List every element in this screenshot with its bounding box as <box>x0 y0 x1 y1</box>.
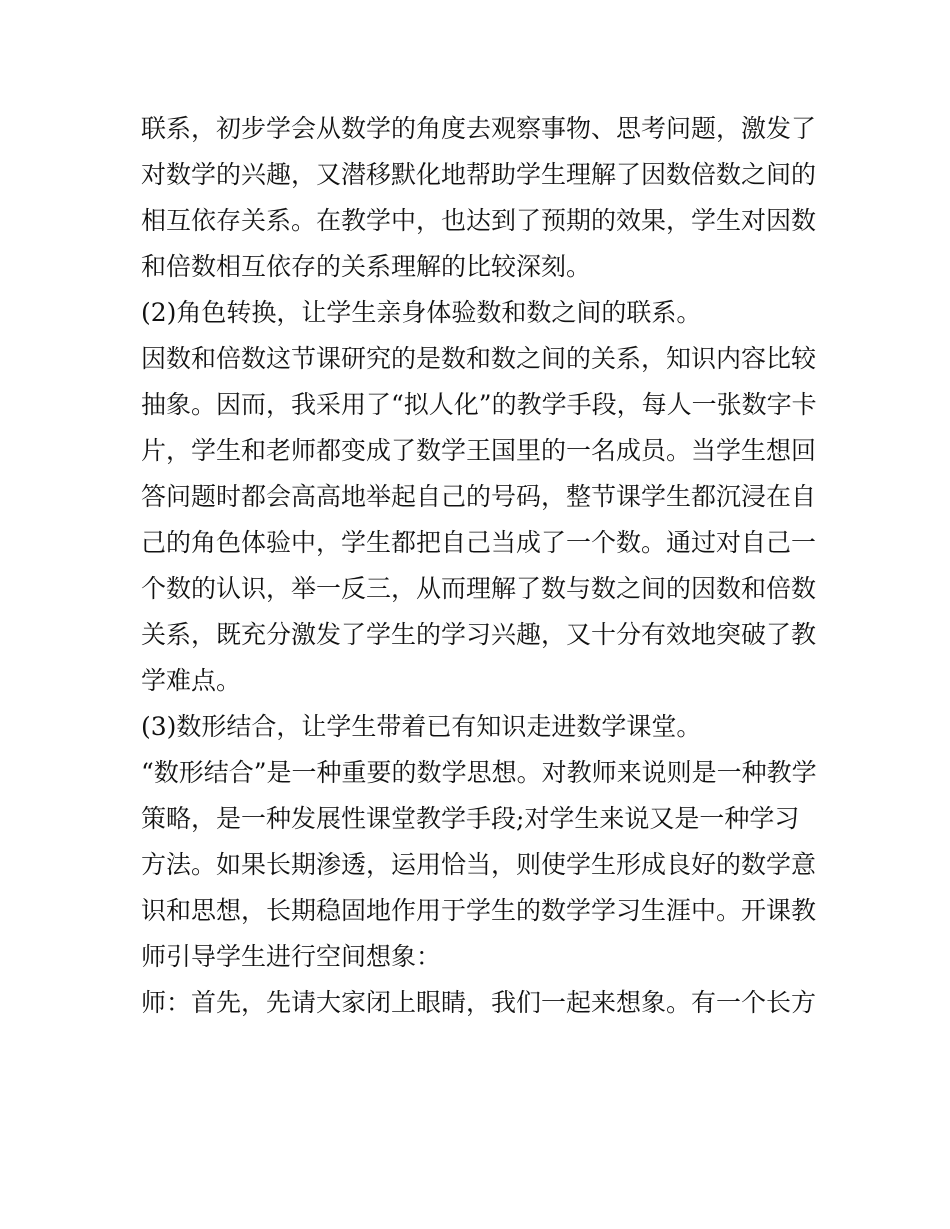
text-line-11: 个数的认识，举一反三，从而理解了数与数之间的因数和倍数 <box>141 574 817 603</box>
text-line-18: 识和思想，长期稳固地作用于学生的数学学习生涯中。开课教 <box>141 896 817 925</box>
section-heading-3: (3)数形结合，让学生带着已有知识走进数学课堂。 <box>141 712 702 741</box>
body-text <box>141 106 821 1026</box>
text-line-16: 策略，是一种发展性课堂教学手段;对学生来说又是一种学习 <box>141 804 800 833</box>
text-line-17: 方法。如果长期渗透，运用恰当，则使学生形成良好的数学意 <box>141 850 817 879</box>
text-line-10: 己的角色体验中，学生都把自己当成了一个数。通过对自己一 <box>141 528 817 557</box>
text-line-15: “数形结合”是一种重要的数学思想。对教师来说则是一种教学 <box>141 758 817 787</box>
text-line-19: 师引导学生进行空间想象： <box>141 942 442 971</box>
text-line-8: 片，学生和老师都变成了数学王国里的一名成员。当学生想回 <box>141 436 817 465</box>
text-line-6: 因数和倍数这节课研究的是数和数之间的关系，知识内容比较 <box>141 344 817 373</box>
text-line-20: 师：首先，先请大家闭上眼睛，我们一起来想象。有一个长方 <box>141 988 817 1017</box>
text-line-13: 学难点。 <box>141 666 242 695</box>
text-line-7: 抽象。因而，我采用了“拟人化”的教学手段，每人一张数字卡 <box>141 390 817 419</box>
text-line-3: 相互依存关系。在教学中，也达到了预期的效果，学生对因数 <box>141 206 817 235</box>
section-heading-2: (2)角色转换，让学生亲身体验数和数之间的联系。 <box>141 298 702 327</box>
text-line-1: 联系，初步学会从数学的角度去观察事物、思考问题，激发了 <box>141 114 817 143</box>
text-line-2: 对数学的兴趣，又潜移默化地帮助学生理解了因数倍数之间的 <box>141 160 817 189</box>
text-line-12: 关系，既充分激发了学生的学习兴趣，又十分有效地突破了教 <box>141 620 817 649</box>
text-line-9: 答问题时都会高高地举起自己的号码，整节课学生都沉浸在自 <box>141 482 817 511</box>
text-line-4: 和倍数相互依存的关系理解的比较深刻。 <box>141 252 592 281</box>
